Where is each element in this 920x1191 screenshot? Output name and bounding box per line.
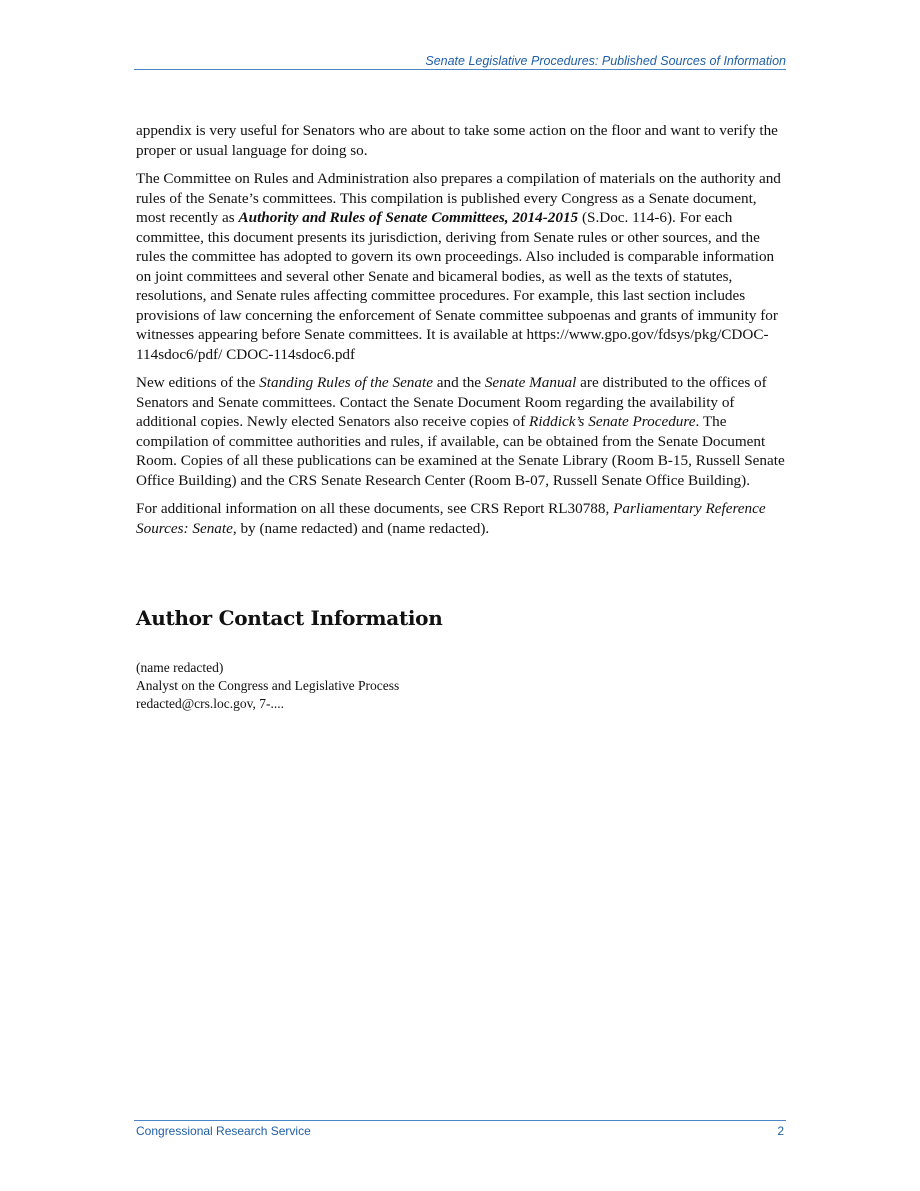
paragraph-text: The Committee on Rules and Administration also prepares a compilation of materials on the authority and rules of the Senate’s committees. This compilation is published every Congress as a Senate document, most recently as: [136, 170, 781, 226]
paragraph-committee-rules: [136, 169, 786, 364]
footer-organization: Congressional Research Service: [136, 1124, 311, 1138]
header-divider: [134, 69, 786, 70]
document-title-parliamentary-sources: Parliamentary Reference Sources: Senate: [136, 500, 766, 537]
paragraph-appendix: appendix is very useful for Senators who are about to take some action on the floor and want to verify the proper or usual language for doing so.: [136, 122, 778, 159]
paragraph-text: New editions of the: [136, 374, 260, 391]
author-role: Analyst on the Congress and Legislative Process: [136, 678, 400, 693]
paragraph-text: are distributed to the offices of Senators and Senate committees. Contact the Senate Document Room regarding the availability of additional copies. Newly elected Senators also receive copies of: [136, 374, 767, 430]
page-number: 2: [777, 1124, 784, 1138]
paragraph-text: For additional information on all these documents, see CRS Report RL30788,: [136, 500, 614, 517]
document-body: [136, 121, 786, 547]
document-title-authority-rules: Authority and Rules of Senate Committees, 2014-2015: [238, 209, 579, 226]
paragraph-text: and the: [432, 374, 485, 391]
document-title-standing-rules: Standing Rules of the Senate: [259, 374, 433, 391]
paragraph-new-editions: [136, 373, 786, 490]
paragraph-text: , by (name redacted) and (name redacted).: [232, 519, 490, 537]
paragraph-additional-info: [136, 499, 786, 538]
paragraph-text: . The compilation of committee authorities and rules, if available, can be obtained from the Senate Document Room. Copies of all these publications can be examined at the Senate Library (Room B-15, Russell Senate Office Building) and the CRS Senate Research Center (Room B-07, Russell Senate Office Building).: [136, 413, 785, 489]
document-title-senate-manual: Senate Manual: [484, 374, 577, 391]
author-email: redacted@crs.loc.gov, 7-....: [136, 696, 284, 711]
document-title-riddicks: Riddick’s Senate Procedure: [529, 413, 696, 430]
footer-divider: [134, 1120, 786, 1121]
author-contact-block: [136, 659, 636, 713]
running-header-title: Senate Legislative Procedures: Published Sources of Information: [425, 54, 786, 68]
author-contact-heading: Author Contact Information: [136, 606, 443, 630]
paragraph-text: (S.Doc. 114-6). For each committee, this document presents its jurisdiction, deriving from Senate rules or other sources, and the rules the committee has adopted to govern its own proceedings. Also included is comparable information on joint committees and several other Senate and bicameral bodies, as well as the texts of statutes, resolutions, and Senate rules affecting committee procedures. For example, this last section includes provisions of law concerning the enforcement of Senate committee subpoenas and grants of immunity for witnesses appearing before Senate committees. It is available at https://www.gpo.gov/fdsys/pkg/CDOC-114sdoc6/pdf/ CDOC-114sdoc6.pdf: [136, 209, 778, 363]
author-name: (name redacted): [136, 660, 224, 675]
